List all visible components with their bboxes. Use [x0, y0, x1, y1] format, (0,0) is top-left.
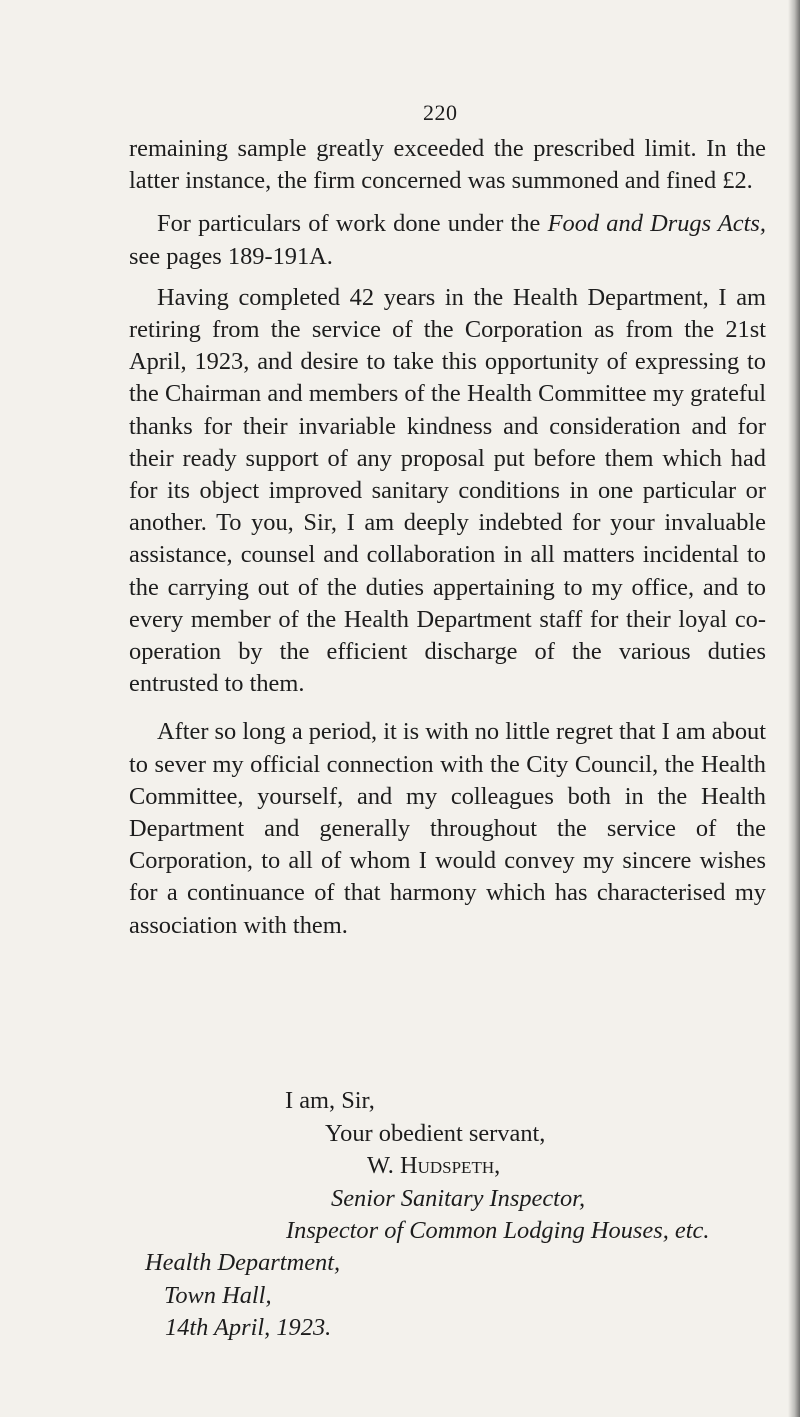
- page-number: 220: [423, 100, 458, 125]
- food-drugs-acts-title: Food and Drugs Acts,: [547, 210, 766, 238]
- closing-salutation: I am, Sir,: [285, 1087, 375, 1114]
- signature-name: W. Hudspeth,: [367, 1152, 501, 1179]
- paragraph-farewell: After so long a period, it is with no little regret that I am about to sever my official connection with the City Council, the Health Committee, yourself, and my colleagues both in the Health Department and generally throughout the service of the Corporation, to all of whom I would convey my sincere wishes for a continuance of that harmony which has characterised my association with them.: [129, 718, 766, 939]
- paragraph-retirement: Having completed 42 years in the Health Department, I am retiring from the service of the Corporation as from the 21st April, 1923, and desire to take this opportunity of expressing to the Chairman and members of the Health Committee my grateful thanks for their invariable kindness and consideration and for their ready support of any proposal put before them which had for its object improved sanitary conditions in one particular or another. To you, Sir, I am deeply indebted for your invaluable assistance, counsel and collaboration in all matters incidental to the carrying out of the duties appertaining to my office, and to every member of the Health Department staff for their loyal co-operation by the efficient discharge of the various duties entrusted to them.: [129, 283, 766, 698]
- letter-date: [165, 1312, 331, 1344]
- signature-title-senior: Senior Sanitary Inspector,: [331, 1185, 586, 1212]
- paragraph-sample-limit: remaining sample greatly exceeded the prescribed limit. In the latter instance, the firm concerned was summoned and fined £2.: [129, 135, 766, 195]
- date-month-year: April, 1923.: [208, 1314, 332, 1341]
- date-day: 14th: [165, 1314, 209, 1341]
- signature-title-inspector: Inspector of Common Lodging Houses, etc.: [286, 1217, 710, 1244]
- closing-complimentary: Your obedient servant,: [325, 1120, 546, 1147]
- letter-body: [129, 133, 766, 942]
- page-edge-shadow: [788, 0, 800, 1417]
- address-department: Health Department,: [145, 1249, 341, 1276]
- food-drugs-text-after: see pages 189-191A.: [129, 242, 333, 270]
- paragraph-food-drugs: [129, 208, 766, 272]
- food-drugs-text-before: For particulars of work done under the: [157, 210, 548, 238]
- address-town-hall: Town Hall,: [164, 1282, 272, 1309]
